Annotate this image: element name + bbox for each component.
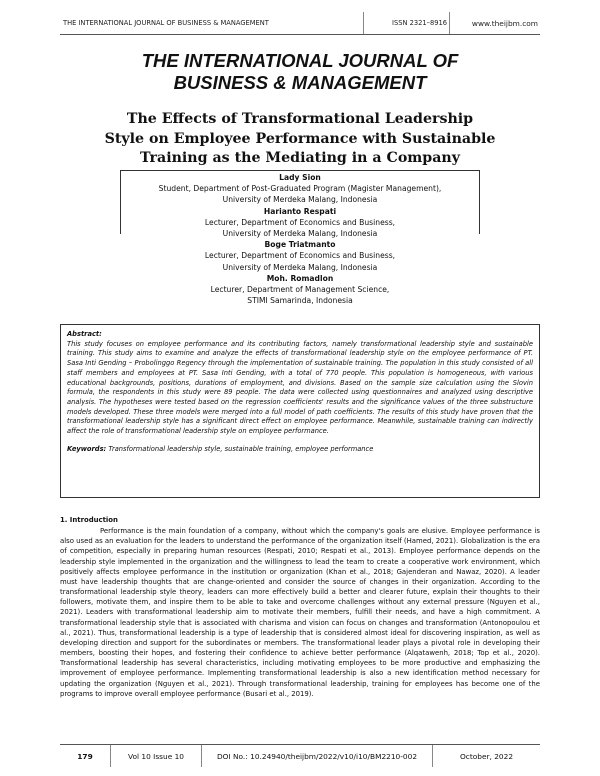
author-affiliation: Lecturer, Department of Economics and Business, bbox=[204, 217, 396, 227]
paper-title-line-2: Style on Employee Performance with Sustainable bbox=[104, 130, 496, 147]
doi-link[interactable]: DOI No.: 10.24940/theijbm/2022/v10/i10/BM2210-002 bbox=[202, 745, 433, 767]
section-heading: 1. Introduction bbox=[60, 516, 118, 524]
header-divider bbox=[60, 34, 540, 35]
author-affiliation: Lecturer, Department of Economics and Business, bbox=[204, 251, 396, 261]
paper-title-line-1: The Effects of Transformational Leadership bbox=[126, 111, 474, 127]
author-affiliation: Lecturer, Department of Management Science, bbox=[210, 285, 390, 295]
running-header bbox=[60, 12, 540, 34]
author-list bbox=[150, 172, 450, 306]
author-affiliation: Student, Department of Post-Graduated Program (Magister Management), bbox=[158, 184, 442, 194]
paper-title bbox=[80, 110, 520, 169]
introduction-section bbox=[60, 515, 540, 699]
abstract-box bbox=[60, 324, 540, 498]
author-affiliation: University of Merdeka Malang, Indonesia bbox=[222, 262, 378, 272]
journal-title bbox=[60, 50, 540, 94]
author-name: Harianto Respati bbox=[263, 206, 337, 216]
author-affiliation: University of Merdeka Malang, Indonesia bbox=[222, 229, 378, 239]
publication-date: October, 2022 bbox=[459, 751, 514, 761]
keywords-label: Keywords: bbox=[67, 444, 107, 453]
author-name: Lady Sion bbox=[279, 173, 321, 182]
header-website: www.theijbm.com bbox=[471, 18, 538, 28]
page-footer bbox=[60, 744, 540, 767]
journal-title-line-1: THE INTERNATIONAL JOURNAL OF bbox=[141, 50, 459, 71]
abstract-label: Abstract: bbox=[67, 330, 102, 338]
journal-title-line-2: BUSINESS & MANAGEMENT bbox=[173, 72, 427, 93]
keywords-text: Transformational leadership style, sustainable training, employee performance bbox=[108, 444, 374, 453]
author-name: Moh. Romadlon bbox=[266, 273, 334, 283]
author-affiliation: University of Merdeka Malang, Indonesia bbox=[222, 195, 378, 205]
header-issn: ISSN 2321–8916 bbox=[364, 12, 450, 34]
author-affiliation: STIMI Samarinda, Indonesia bbox=[247, 296, 353, 306]
page-number: 179 bbox=[60, 745, 111, 767]
abstract-text: This study focuses on employee performance and its contributing factors, namely transformational leadership style and sustainable training. This study aims to examine and analyze the effects of transformational leadership style on the employee performance of PT. Sasa Inti Gending – Probolinggo Regency through the implementation of sustainable training. The population in this study consisted of all staff members and employees at PT. Sasa Inti Gending, with a total of 770 people. This population is homogeneous, with various educational backgrounds, positions, durations of employment, and divisions. Based on the sample size calculation using the Slovin formula, the respondents in this study were 89 people. The data were collected using questionnaires and analyzed using descriptive analysis. The hypotheses were tested based on the regression coefficients' results and the significance values of the three substructure models developed. These three models were merged into a full model of path coefficients. The results of this study have proven that the transformational leadership style has a significant direct effect on employee performance. Meanwhile, sustainable training can indirectly affect the role of transformational leadership style on employee performance. bbox=[67, 339, 533, 436]
author-name: Boge Triatmanto bbox=[264, 240, 336, 250]
introduction-paragraph: Performance is the main foundation of a company, without which the company's goals are elusive. Employee performance is also used as an evaluation for the leaders to understand the performance of the organization itself (Hamed, 2021). Globalization is the era of competition, especially in preparing human resources (Respati, 2010; Respati et al., 2013). Employee performance depends on the leadership style implemented in the organization and the willingness to lead the team to create a cooperative work environment, which positively affects employee performance in the institution or organization (Khan et al., 2018; Gajenderan and Nawaz, 2020). A leader must have leadership thoughts that are change-oriented and consider the source of changes in their organization. According to the transformational leadership style theory, leaders can more effectively build a better and clearer future, explain their thoughts to their followers, motivate them, and inspire them to be able to take and overcome challenges without any external pressure (Nguyen et al., 2021). Leaders with transformational leadership aim to motivate their members, fulfill their needs, and have a high commitment. A transformational leadership style that is associated with charisma and vision can focus on changes and transformation (Antonopoulou et al., 2021). Thus, transformational leadership is a type of leadership that is considered almost ideal for discovering inspiration, as well as developing direction and support for the subordinates or members. The transformational leader plays a pivotal role in developing their members, boosting their hopes, and fostering their confidence to achieve better performance (Alqatawenh, 2018; Top et al., 2020). Transformational leadership has several characteristics, including motivating employees to be more productive and emphasizing the improvement of employee performance. Implementing transformational leadership is also a new identification method necessary for updating the organization (Nguyen et al., 2021). Through transformational leadership, training for employees has become one of the programs to improve overall employee performance (Busari et al., 2019). bbox=[60, 527, 540, 698]
paper-title-line-3: Training as the Mediating in a Company bbox=[140, 150, 460, 166]
volume-issue: Vol 10 Issue 10 bbox=[111, 745, 202, 767]
keywords bbox=[67, 445, 533, 455]
header-journal-name: THE INTERNATIONAL JOURNAL OF BUSINESS & MANAGEMENT bbox=[60, 12, 364, 34]
